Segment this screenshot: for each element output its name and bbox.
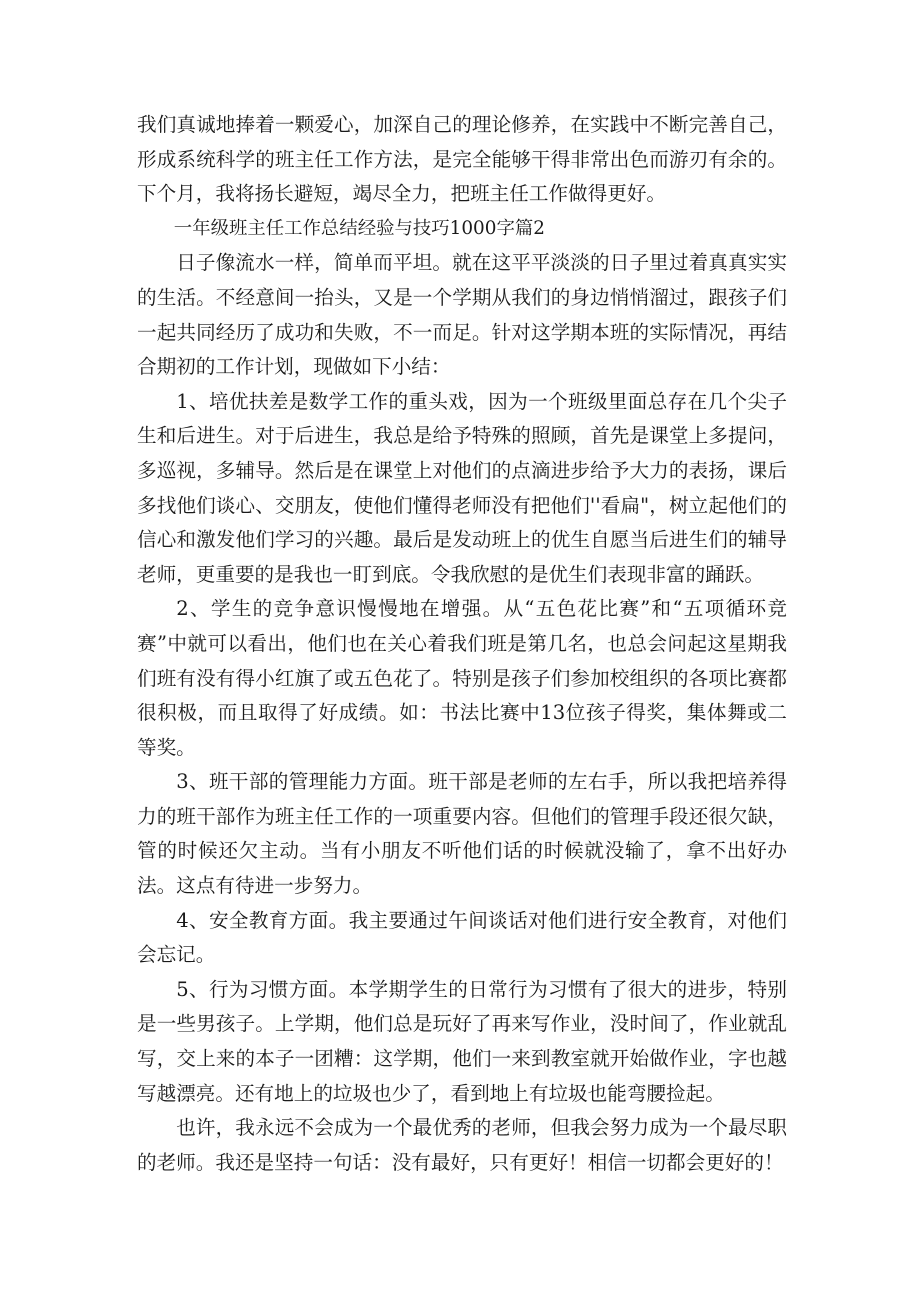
paragraph-item-3: 3、班干部的管理能力方面。班干部是老师的左右手，所以我把培养得力的班干部作为班主任工作的一项重要内容。但他们的管理手段还很欠缺，管的时候还欠主动。当有小朋友不听他们话的时候就没输了，拿不出好办法。这点有待进一步努力。 xyxy=(137,770,787,898)
intro-paragraph: 我们真诚地捧着一颗爱心，加深自己的理论修养，在实践中不断完善自己，形成系统科学的班主任工作方法，是完全能够干得非常出色而游刃有余的。下个月，我将扬长避短，竭尽全力，把班主任工作做得更好。 xyxy=(137,113,787,206)
paragraph-item-1: 1、培优扶差是数学工作的重头戏，因为一个班级里面总存在几个尖子生和后进生。对于后进生，我总是给予特殊的照顾，首先是课堂上多提问，多巡视，多辅导。然后是在课堂上对他们的点滴进步给予大力的表扬，课后多找他们谈心、交朋友，使他们懂得老师没有把他们''看扁"，树立起他们的信心和激发他们学习的兴趣。最后是发动班上的优生自愿当后进生们的辅导老师，更重要的是我也一盯到底。令我欣慰的是优生们表现非富的踊跃。 xyxy=(137,389,787,586)
paragraph-item-5: 5、行为习惯方面。本学期学生的日常行为习惯有了很大的进步，特别是一些男孩子。上学期，他们总是玩好了再来写作业，没时间了，作业就乱写，交上来的本子一团糟：这学期，他们一来到教室就开始做作业，字也越写越漂亮。还有地上的垃圾也少了，看到地上有垃圾也能弯腰捡起。 xyxy=(137,977,787,1105)
paragraph-summary-intro: 日子像流水一样，简单而平坦。就在这平平淡淡的日子里过着真真实实的生活。不经意间一抬头，又是一个学期从我们的身边悄悄溜过，跟孩子们一起共同经历了成功和失败，不一而足。针对这学期本班的实际情况，再结合期初的工作计划，现做如下小结： xyxy=(137,251,787,379)
section-heading: 一年级班主任工作总结经验与技巧1000字篇2 xyxy=(173,217,545,239)
paragraph-closing: 也许，我永远不会成为一个最优秀的老师，但我会努力成为一个最尽职的老师。我还是坚持一句话：没有最好，只有更好！相信一切都会更好的！ xyxy=(137,1116,787,1174)
paragraph-item-4: 4、安全教育方面。我主要通过午间谈话对他们进行安全教育，对他们会忘记。 xyxy=(137,908,787,967)
document-page xyxy=(137,108,787,1180)
paragraph-item-2: 2、学生的竞争意识慢慢地在增强。从“五色花比赛”和“五项循环竞赛”中就可以看出，他们也在关心着我们班是第几名，也总会问起这星期我们班有没有得小红旗了或五色花了。特别是孩子们参加校组织的各项比赛都很积极，而且取得了好成绩。如：书法比赛中13位孩子得奖，集体舞或二等奖。 xyxy=(137,597,787,759)
